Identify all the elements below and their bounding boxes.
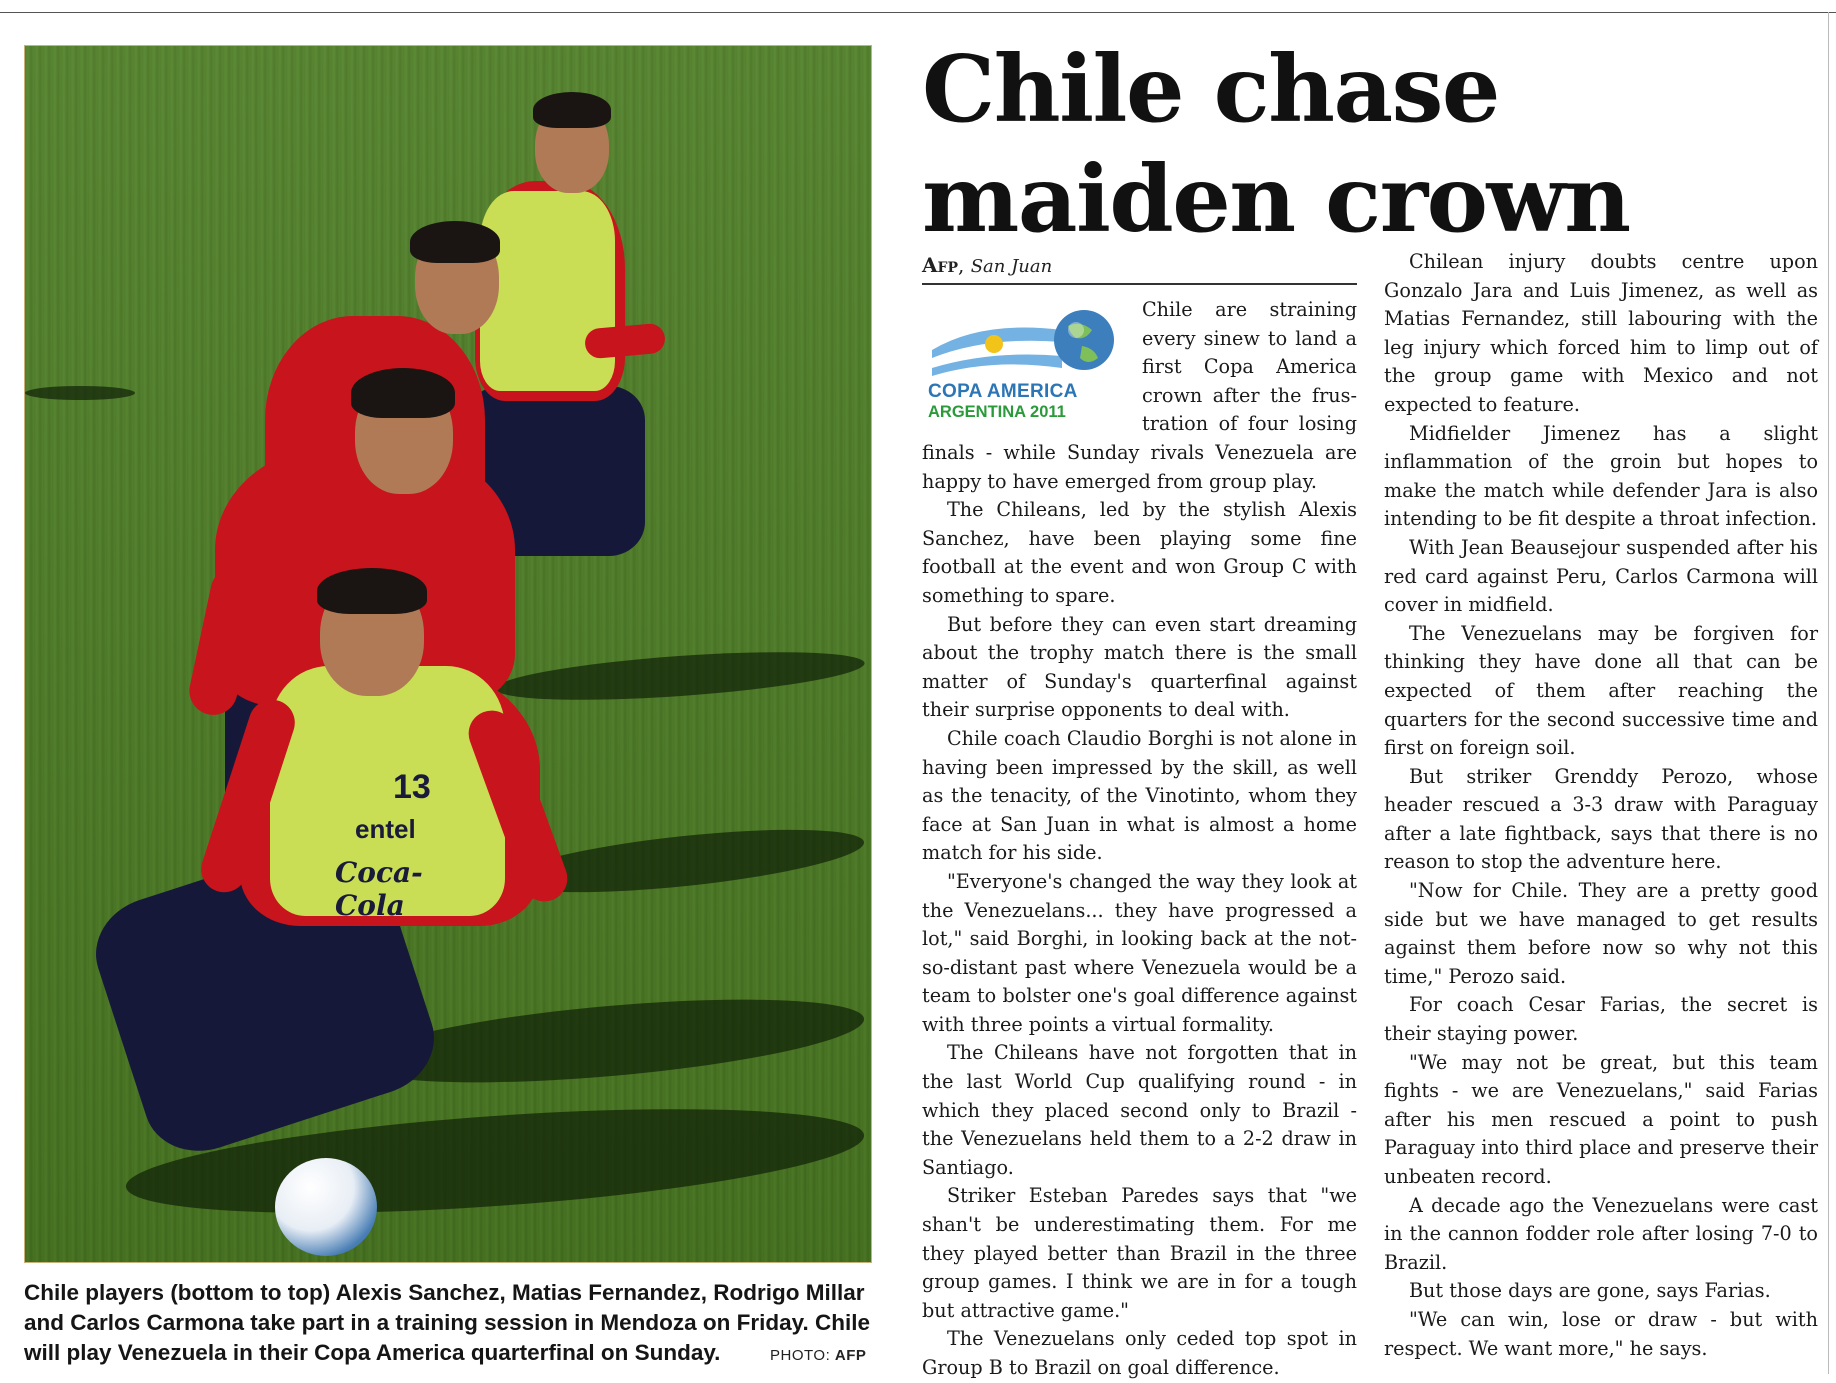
headline: Chile chase maiden crown: [922, 35, 1630, 253]
article-paragraph: The Chileans, led by the stylish Alexis Sanchez, have been playing some fine football at the event and won Group C with something to spare.: [922, 498, 1357, 607]
flag-globe-icon: [922, 306, 1118, 382]
field-shadow: [25, 386, 135, 400]
photo-credit-source: AFP: [834, 1347, 867, 1364]
article-paragraph: Striker Esteban Paredes says that "we shan't be underestimating them. For me they played better than Brazil in the three group games. I think we are in for a tough but attractive game.": [922, 1184, 1357, 1322]
article-paragraph: "We can win, lose or draw - but with respect. We want more," he says.: [1384, 1307, 1818, 1360]
top-rule: [0, 12, 1836, 13]
logo-line-2: ARGENTINA 2011: [928, 403, 1066, 421]
article-lead-lines: [1142, 296, 1357, 439]
article-column-2: [1384, 248, 1818, 1363]
shirt-sponsor: entel: [355, 814, 416, 844]
article-paragraph: The Venezuelans may be forgiven for thinking they have done all that can be expected of them after reaching the quarters for the second successive time and first on foreign soil.: [1384, 621, 1818, 760]
article-paragraph: "We may not be great, but this team fights - we are Venezuelans," said Farias after his men rescued a point to push Paraguay into third place and preserve their unbeaten record.: [1384, 1050, 1818, 1188]
article-paragraph: "Now for Chile. They are a pretty good side but we have managed to get results against them before now so why not this time," Perozo said.: [1384, 879, 1818, 988]
page-edge-rule: [1828, 12, 1829, 1374]
shirt-number: 13: [393, 768, 431, 806]
photo-caption: Chile players (bottom to top) Alexis Sanchez, Matias Fernandez, Rodrigo Millar and Carlos Carmona take part in a training session in Mendoza on Friday. Chile will play Venezuela in their Copa America quarterfinal on Sunday.: [24, 1280, 871, 1365]
logo-line-1: COPA AMERICA: [928, 381, 1078, 402]
article-paragraph: The Chileans have not forgotten that in the last World Cup qualifying round - in which they placed second only to Brazil - the Venezuelans held them to a 2-2 draw in Santiago.: [922, 1041, 1357, 1179]
news-photo: [24, 45, 872, 1263]
article-lead-line: every sinew to land a: [1142, 326, 1357, 350]
byline-agency: Afp: [922, 253, 958, 277]
article-paragraph: But those days are gone, says Farias.: [1408, 1279, 1771, 1303]
article-paragraph: But before they can even start dreaming about the trophy match there is the small matter of Sunday's quarterfinal against their surprise opponents to deal with.: [922, 612, 1357, 722]
article-paragraph: But striker Grenddy Perozo, whose header rescued a 3-3 draw with Paraguay after a late fightback, says that there is no reason to stop the adventure here.: [1384, 764, 1818, 874]
shirt-brand: Coca-Cola: [335, 856, 423, 922]
article-paragraph: Midfielder Jimenez has a slight inflammation of the groin but hopes to make the match while defender Jara is also intending to be fit despite a throat infection.: [1384, 421, 1818, 531]
byline-place: San Juan: [970, 256, 1053, 277]
photo-credit-label: PHOTO:: [770, 1347, 831, 1364]
soccer-ball: [275, 1158, 377, 1256]
article-lead-line: tration of four losing: [1142, 412, 1357, 436]
article-paragraph: Chilean injury doubts centre upon Gonzalo Jara and Luis Jimenez, as well as Matias Fernandez, still labouring with the leg injury which forced him to limp out of the group game with Mexico and not expected to feature.: [1384, 250, 1818, 416]
byline-rule: [922, 283, 1357, 285]
article-paragraph: For coach Cesar Farias, the secret is their staying power.: [1384, 993, 1818, 1046]
article-paragraph: Chile coach Claudio Borghi is not alone in having been impressed by the skill, as well as the tenacity, of the Vinotinto, whom they face at San Juan in what is almost a home match for his side.: [922, 726, 1357, 865]
article-lead-line: Chile are straining: [1142, 298, 1357, 321]
article-lead-line: crown after the frus-: [1142, 383, 1357, 407]
player-shadow: [494, 643, 866, 709]
photo-credit: [770, 1347, 866, 1364]
byline: Afp, San Juan: [922, 253, 1053, 277]
article-column-1: [922, 439, 1357, 1383]
copa-america-logo: [922, 306, 1118, 422]
article-paragraph: With Jean Beausejour suspended after his red card against Peru, Carlos Carmona will cover in midfield.: [1384, 535, 1818, 617]
article-paragraph: The Venezuelans only ceded top spot in Group B to Brazil on goal difference.: [922, 1327, 1357, 1379]
article-paragraph: A decade ago the Venezuelans were cast in the cannon fodder role after losing 7-0 to Brazil.: [1384, 1193, 1818, 1274]
article-lead-line: first Copa America: [1142, 355, 1357, 379]
article-paragraph: "Everyone's changed the way they look at the Venezuelans... they have progressed a lot," said Borghi, in looking back at the not-so-distant past where Venezuela would be a team to bolster one's goal difference against with three points a virtual formality.: [922, 869, 1357, 1036]
article-paragraph: finals - while Sunday rivals Venezuela are happy to have emerged from group play.: [922, 441, 1357, 493]
